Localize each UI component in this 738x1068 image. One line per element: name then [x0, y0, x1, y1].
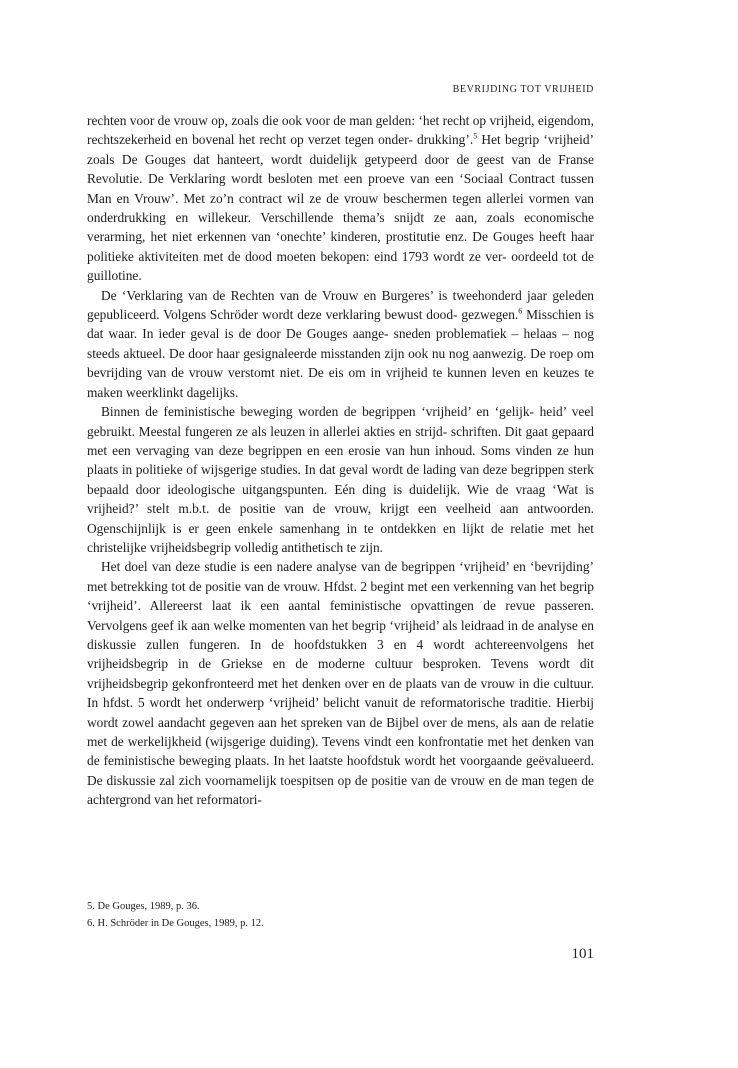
footnote: 5. De Gouges, 1989, p. 36. [87, 901, 200, 912]
paragraph-text: Het begrip ‘vrijheid’ zoals De Gouges dat hanteert, wordt duidelijk getypeerd door de geest van de Franse Revolutie. De Verklaring wordt besloten met een proeve van een ‘Sociaal Contract tussen Man en Vrouw’. Met zo’n contract wil ze de vrouw beschermen tegen allerlei vormen van onderdrukking en willekeur. Verschillende thema’s snijdt ze aan, zoals economische verarming, het niet erkennen van ‘onechte’ kinderen, prostitutie enz. De Gouges heeft haar politieke aktiviteiten met de dood moeten bekopen: eind 1793 wordt ze ver- oordeeld tot de guillotine. [87, 132, 594, 284]
paragraph [87, 402, 594, 557]
paragraph [87, 557, 594, 809]
footnote-reference: 6 [518, 306, 523, 316]
paragraph-text: Binnen de feministische beweging worden de begrippen ‘vrijheid’ en ‘gelijk- heid’ veel gebruikt. Meestal fungeren ze als leuzen in allerlei akties en strijd- schriften. Dit gaat gepaard met een vervaging van deze begrippen en een erosie van hun inhoud. Soms vinden ze hun plaats in politieke of wijsgerige studies. In dat geval wordt de lading van deze begrippen sterk bepaald door ideologische uitgangspunten. Eén ding is duidelijk. Wie de vraag ‘Wat is vrijheid?’ stelt m.b.t. de positie van de vrouw, krijgt een veelheid aan antwoorden. Ogenschijnlijk is er geen enkele samenhang in te ontdekken en lijkt de relatie met het christelijke vrijheidsbegrip volledig antithetisch te zijn. [87, 404, 594, 555]
footnote: 6. H. Schröder in De Gouges, 1989, p. 12. [87, 918, 264, 929]
footnotes [87, 898, 594, 932]
paragraph-text: De ‘Verklaring van de Rechten van de Vrouw en Burgeres’ is tweehonderd jaar geleden gepubliceerd. Volgens Schröder wordt deze verklaring bewust dood- gezwegen. [87, 287, 594, 323]
paragraph [87, 286, 594, 402]
paragraph-text: rechten voor de vrouw op, zoals die ook voor de man gelden: ‘het recht op vrijheid, eigendom, rechtszekerheid en bovenal het recht op verzet tegen onder- drukking’. [87, 113, 594, 148]
body-text [87, 111, 594, 810]
page-number: 101 [571, 946, 594, 962]
paragraph [87, 111, 594, 286]
footnote-reference: 5 [473, 131, 478, 141]
running-head: BEVRIJDING TOT VRIJHEID [452, 84, 594, 95]
paragraph-text: Het doel van deze studie is een nadere analyse van de begrippen ‘vrijheid’ en ‘bevrijding’ met betrekking tot de positie van de vrouw. Hfdst. 2 begint met een verkenning van het begrip ‘vrijheid’. Allereerst laat ik een aantal feministische opvattingen de revue passeren. Vervolgens geef ik aan welke momenten van het begrip ‘vrijheid’ als leidraad in de analyse en diskussie zullen fungeren. In de hoofdstukken 3 en 4 wordt achtereenvolgens het vrijheidsbegrip in de Griekse en de moderne cultuur besproken. Tevens wordt dit vrijheidsbegrip gekonfronteerd met het denken over en de plaats van de vrouw in die cultuur. In hfdst. 5 wordt het onderwerp ‘vrijheid’ belicht vanuit de reformatorische traditie. Hierbij wordt zowel aandacht gegeven aan het spreken van de Bijbel over de mens, als aan de relatie met de werkelijkheid (wijsgerige duiding). Tevens vindt een konfrontatie met het denken van de feministische beweging plaats. In het laatste hoofdstuk wordt het voorgaande geëvalueerd. De diskussie zal zich voornamelijk toespitsen op de positie van de vrouw en de man tegen de achtergrond van het reformatori- [87, 559, 594, 808]
paragraph-text: Misschien is dat waar. In ieder geval is de door De Gouges aange- sneden problematiek – helaas – nog steeds aktueel. De door haar gesignaleerde misstanden zijn ook nu nog aanwezig. De roep om bevrijding van de vrouw verstomt niet. De eis om in vrijheid te kunnen leven en keuzes te maken weerklinkt dagelijks. [87, 307, 594, 400]
